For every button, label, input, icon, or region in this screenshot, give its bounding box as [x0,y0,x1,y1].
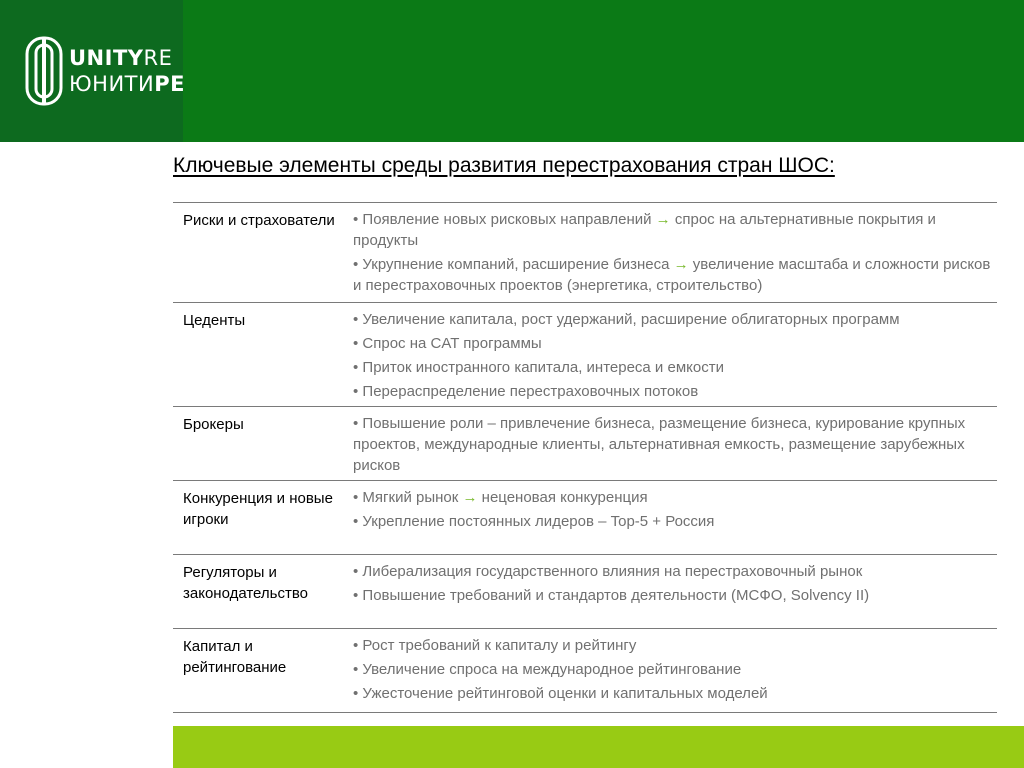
factor-cell: Капитал и рейтингование [173,629,343,713]
bullet-text: • Увеличение капитала, рост удержаний, расширение облигаторных программ [353,311,900,328]
arrow-right-icon: → [651,211,675,228]
slide-title: Ключевые элементы среды развития перестрахования стран ШОС: [173,154,835,177]
logo-line1-thin: RE [143,46,173,70]
arrow-right-icon: → [669,256,693,273]
bullet-item [353,635,991,656]
table-row [173,481,997,555]
bullet-item [353,209,991,251]
table-row [173,407,997,481]
factors-table [173,202,997,713]
logo-line1-bold: UNITY [69,46,144,70]
bullet-item [353,511,991,532]
logo-line2-bold: РЕ [154,72,185,96]
table-row [173,303,997,407]
bullet-item [353,659,991,680]
bullet-text: • Перераспределение перестраховочных потоков [353,383,699,400]
factor-cell: Регуляторы и законодательство [173,555,343,629]
bullet-item [353,585,991,606]
bullet-text: • Повышение роли – привлечение бизнеса, размещение бизнеса, курирование крупных проектов, международные клиенты, альтернативная емкость, размещение зарубежных рисков [353,415,966,474]
detail-cell [343,203,997,303]
detail-cell [343,407,997,481]
table-row [173,629,997,713]
bullet-text: • Рост требований к капиталу и рейтингу [353,637,637,654]
detail-cell [343,303,997,407]
bullet-item [353,333,991,354]
factor-cell: Риски и страхователи [173,203,343,303]
bullet-result-text: увеличение масштаба и сложности рисков и перестраховочных проектов (энергетика, строительство) [353,256,991,294]
bullet-text: • Укрепление постоянных лидеров – Top-5 + Россия [353,513,715,530]
detail-cell [343,555,997,629]
bullet-item [353,561,991,582]
bullet-text: • Приток иностранного капитала, интереса и емкости [353,359,724,376]
table-body [173,203,997,713]
bullet-text: • Укрупнение компаний, расширение бизнеса [353,256,670,273]
bullet-item [353,683,991,704]
bullet-result-text: неценовая конкуренция [481,489,648,506]
logo-line2-thin: ЮНИТИ [69,72,155,96]
factor-cell: Конкуренция и новые игроки [173,481,343,555]
bullet-result-text: спрос на альтернативные покрытия и продукты [353,211,936,249]
detail-cell [343,481,997,555]
bullet-item [353,487,991,508]
detail-cell [343,629,997,713]
logo [0,0,183,142]
bullet-item [353,309,991,330]
bullet-text: • Увеличение спроса на международное рейтингование [353,661,742,678]
footer-band [173,726,1024,768]
bullet-text: • Ужесточение рейтинговой оценки и капитальных моделей [353,685,768,702]
bullet-text: • Повышение требований и стандартов деятельности (МСФО, Solvency II) [353,587,870,604]
bullet-item [353,254,991,296]
factor-cell: Брокеры [173,407,343,481]
table-row [173,555,997,629]
bullet-item [353,413,991,476]
bullet-item [353,381,991,402]
arrow-right-icon: → [458,489,482,506]
bullet-text: • Появление новых рисковых направлений [353,211,652,228]
table-row [173,203,997,303]
bullet-text: • Спрос на CAT программы [353,335,542,352]
logo-text [69,45,185,97]
bullet-item [353,357,991,378]
factor-cell: Цеденты [173,303,343,407]
bullet-text: • Мягкий рынок [353,489,459,506]
unity-re-logo-icon [24,35,64,107]
bullet-text: • Либерализация государственного влияния на перестраховочный рынок [353,563,863,580]
